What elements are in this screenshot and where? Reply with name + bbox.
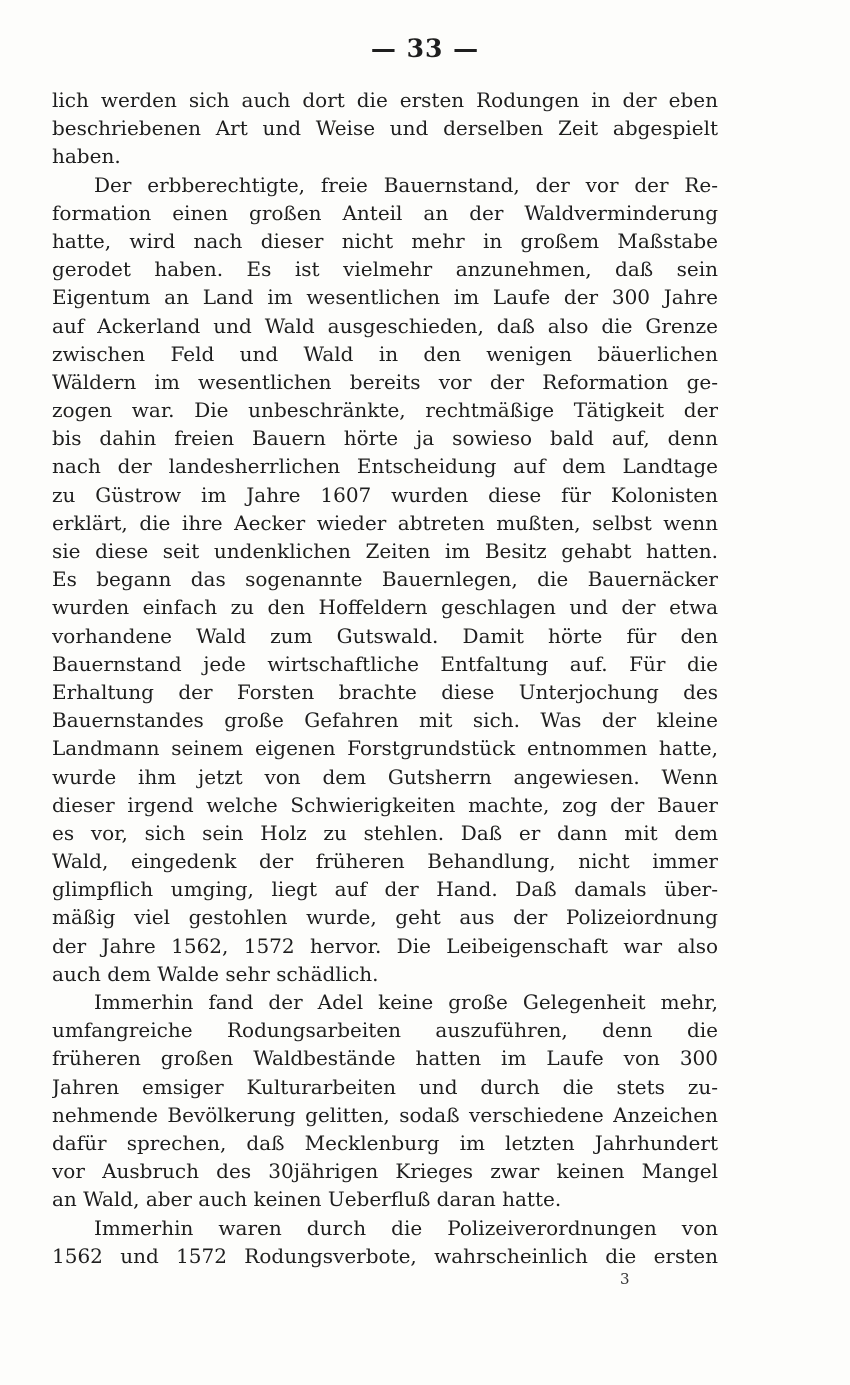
text-line: der Jahre 1562, 1572 hervor. Die Leibeigenschaft war also <box>52 933 718 958</box>
signature-mark: 3 <box>620 1270 630 1288</box>
body-text <box>52 86 718 1270</box>
text-line: zwischen Feld und Wald in den wenigen bäuerlichen <box>52 341 718 366</box>
paragraph <box>52 171 718 988</box>
text-line: zu Güstrow im Jahre 1607 wurden diese für Kolonisten <box>52 482 718 507</box>
paragraph <box>52 988 718 1214</box>
text-line: wurden einfach zu den Hoffeldern geschlagen und der etwa <box>52 595 718 620</box>
text-line: umfangreiche Rodungsarbeiten auszuführen, denn die <box>52 1018 718 1043</box>
text-line: 1562 und 1572 Rodungsverbote, wahrscheinlich die ersten <box>52 1243 718 1268</box>
text-line: bis dahin freien Bauern hörte ja sowieso bald auf, denn <box>52 426 718 451</box>
text-line: auf Ackerland und Wald ausgeschieden, daß also die Grenze <box>52 313 718 338</box>
text-line: lich werden sich auch dort die ersten Rodungen in der eben <box>52 88 718 112</box>
text-line: wurde ihm jetzt von dem Gutsherrn angewiesen. Wenn <box>52 764 718 789</box>
text-line: dafür sprechen, daß Mecklenburg im letzten Jahrhundert <box>52 1130 718 1155</box>
text-line: dieser irgend welche Schwierigkeiten machte, zog der Bauer <box>52 792 718 817</box>
text-line: formation einen großen Anteil an der Waldverminderung <box>52 200 718 225</box>
text-line: auch dem Walde sehr schädlich. <box>52 961 379 986</box>
page-number: — 33 — <box>370 34 480 63</box>
text-line: Landmann seinem eigenen Forstgrundstück entnommen hatte, <box>52 736 718 761</box>
text-line: Bauernstand jede wirtschaftliche Entfaltung auf. Für die <box>52 651 718 676</box>
text-line: Immerhin waren durch die Polizeiverordnungen von <box>94 1215 718 1240</box>
text-line: Jahren emsiger Kulturarbeiten und durch die stets zu- <box>52 1074 718 1099</box>
text-line: es vor, sich sein Holz zu stehlen. Daß er dann mit dem <box>52 820 718 845</box>
text-line: Bauernstandes große Gefahren mit sich. Was der kleine <box>52 708 718 733</box>
paragraph <box>52 86 718 171</box>
text-line: Eigentum an Land im wesentlichen im Laufe der 300 Jahre <box>52 285 718 310</box>
text-line: zogen war. Die unbeschränkte, rechtmäßige Tätigkeit der <box>52 398 718 423</box>
text-line: beschriebenen Art und Weise und derselben Zeit abgespielt <box>52 116 718 141</box>
text-line: nehmende Bevölkerung gelitten, sodaß verschiedene Anzeichen <box>52 1102 718 1127</box>
text-line: vor Ausbruch des 30jährigen Krieges zwar keinen Mangel <box>52 1159 718 1184</box>
text-line: an Wald, aber auch keinen Ueberfluß daran hatte. <box>52 1187 562 1212</box>
text-line: glimpflich umging, liegt auf der Hand. Daß damals über- <box>52 877 718 902</box>
text-line: Wäldern im wesentlichen bereits vor der Reformation ge- <box>52 369 718 394</box>
text-line: nach der landesherrlichen Entscheidung auf dem Landtage <box>52 454 718 479</box>
text-line: Der erbberechtigte, freie Bauernstand, der vor der Re- <box>94 172 718 197</box>
text-line: mäßig viel gestohlen wurde, geht aus der Polizeiordnung <box>52 905 718 930</box>
text-line: Wald, eingedenk der früheren Behandlung, nicht immer <box>52 849 718 874</box>
text-line: früheren großen Waldbestände hatten im Laufe von 300 <box>52 1046 718 1071</box>
text-line: haben. <box>52 144 121 169</box>
paragraph <box>52 1214 718 1270</box>
text-line: sie diese seit undenklichen Zeiten im Besitz gehabt hatten. <box>52 539 718 563</box>
text-line: Erhaltung der Forsten brachte diese Unterjochung des <box>52 679 718 704</box>
text-line: Es begann das sogenannte Bauernlegen, die Bauernäcker <box>52 567 718 592</box>
text-line: vorhandene Wald zum Gutswald. Damit hörte für den <box>52 623 718 648</box>
text-line: Immerhin fand der Adel keine große Gelegenheit mehr, <box>94 990 718 1014</box>
text-line: erklärt, die ihre Aecker wieder abtreten mußten, selbst wenn <box>52 510 718 535</box>
text-line: gerodet haben. Es ist vielmehr anzunehmen, daß sein <box>52 257 718 282</box>
text-line: hatte, wird nach dieser nicht mehr in großem Maßstabe <box>52 228 718 253</box>
